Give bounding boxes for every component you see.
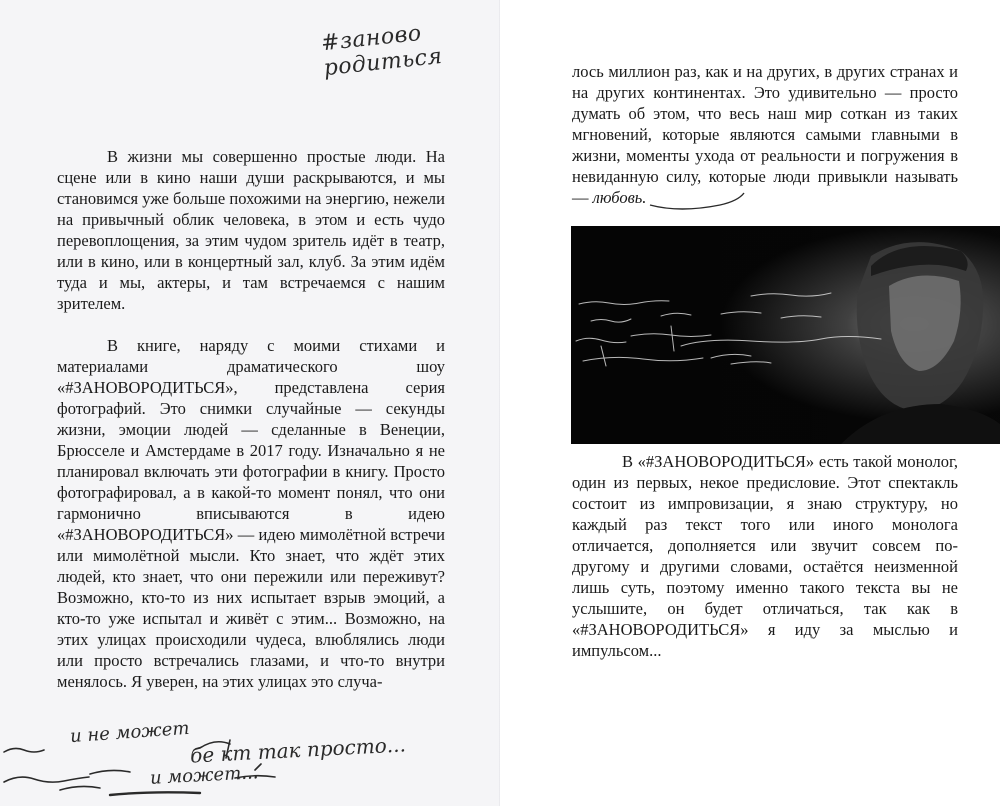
handwriting-line: и не может — [69, 717, 191, 748]
paragraph-text: лось миллион раз, как и на других, в других странах и на других континентах. Это удивительно — просто думать об этом, что весь наш мир соткан из таких мгновений, которые являются самыми главными в жизни, моменты ухода от реальности и погружения в невиданную силу, которые люди привыкли называть — — [572, 62, 958, 207]
paragraph: В книге, наряду с моими стихами и материалами драматического шоу «#ЗАНОВОРОДИТЬСЯ», представлена серия фотографий. Это снимки случайные — секунды жизни, эмоции людей — сделанные в Венеции, Брюсселе и Амстердаме в 2017 году. Изначально я не планировал включать эти фотографии в книгу. Просто фотографировал, а в какой-то момент понял, что они гармонично вписываются в идею «#ЗАНОВОРОДИТЬСЯ» — идею мимолётной встречи или мимолётной мысли. Кто знает, что ждёт этих людей, кто знает, что они пережили или переживут? Возможно, кто-то из них испытает взрыв эмоций, а кто-то уже испытал и живёт с этим... Возможно, на этих улицах происходили чудеса, влюблялись люди или просто встречались глазами, и что-то внутри менялось. Я уверен, на этих улицах это случа- — [57, 336, 445, 691]
paragraph: В жизни мы совершенно простые люди. На сцене или в кино наши души раскрываются, и мы становимся уже больше похожими на энергию, нежели на привычный облик человека, в этом и есть чудо перевоплощения, за этим чудом зритель идёт в театр, или в кино, или в концертный зал, клуб. За этим идём туда и мы, актеры, и там встречаемся с нашим зрителем. — [57, 147, 445, 313]
right-page — [500, 0, 1000, 806]
left-page-text — [57, 146, 445, 692]
paragraph — [572, 61, 958, 208]
paragraph: В «#ЗАНОВОРОДИТЬСЯ» есть такой монолог, один из первых, некое предисловие. Этот спектакль состоит из импровизации, я знаю структуру, но каждый раз текст того или иного монолога отличается, дополняется или звучит совсем по-другому и другими словами, остаётся неизменной лишь суть, поэтому именно такого текста вы не услышите, он будет отличаться, так как в «#ЗАНОВОРОДИТЬСЯ» я иду за мыслью и импульсом... — [572, 452, 958, 660]
right-page-text-bottom — [572, 451, 958, 661]
handwritten-hashtag: #заново родиться — [319, 20, 444, 82]
handwriting-line: бе кт так просто... — [189, 732, 407, 768]
right-page-text-top — [572, 61, 958, 208]
love-word: любовь. — [592, 188, 647, 207]
actor-photo — [571, 226, 1000, 444]
handwriting-line: и может... — [149, 762, 259, 789]
photo-image — [571, 226, 1000, 444]
